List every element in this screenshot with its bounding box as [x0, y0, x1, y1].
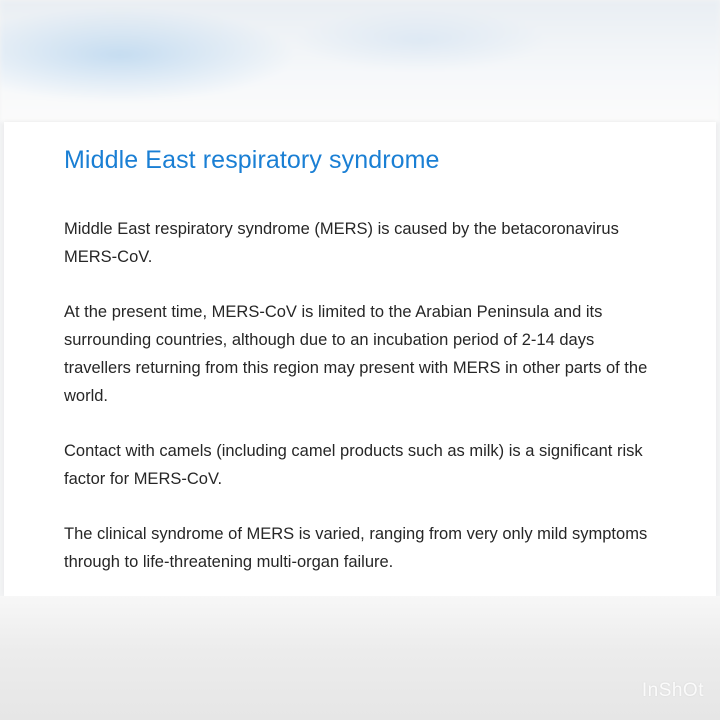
article-title: Middle East respiratory syndrome: [64, 146, 440, 174]
blurred-background-bottom: [0, 596, 720, 720]
article-card: [4, 122, 716, 596]
article-paragraph-1: Middle East respiratory syndrome (MERS) is caused by the betacoronavirus MERS-CoV.: [64, 220, 619, 266]
article-paragraph-4: The clinical syndrome of MERS is varied, ranging from very only mild symptoms through to life-threatening multi-organ failure.: [64, 525, 648, 571]
blurred-background-top: [0, 0, 720, 122]
watermark-logo: InShOt: [641, 680, 704, 701]
article-paragraph-3: Contact with camels (including camel products such as milk) is a significant risk factor for MERS-CoV.: [64, 442, 643, 488]
article-paragraph-2: At the present time, MERS-CoV is limited to the Arabian Peninsula and its surrounding countries, although due to an incubation period of 2-14 days travellers returning from this region may present with MERS in other parts of the world.: [64, 303, 648, 405]
